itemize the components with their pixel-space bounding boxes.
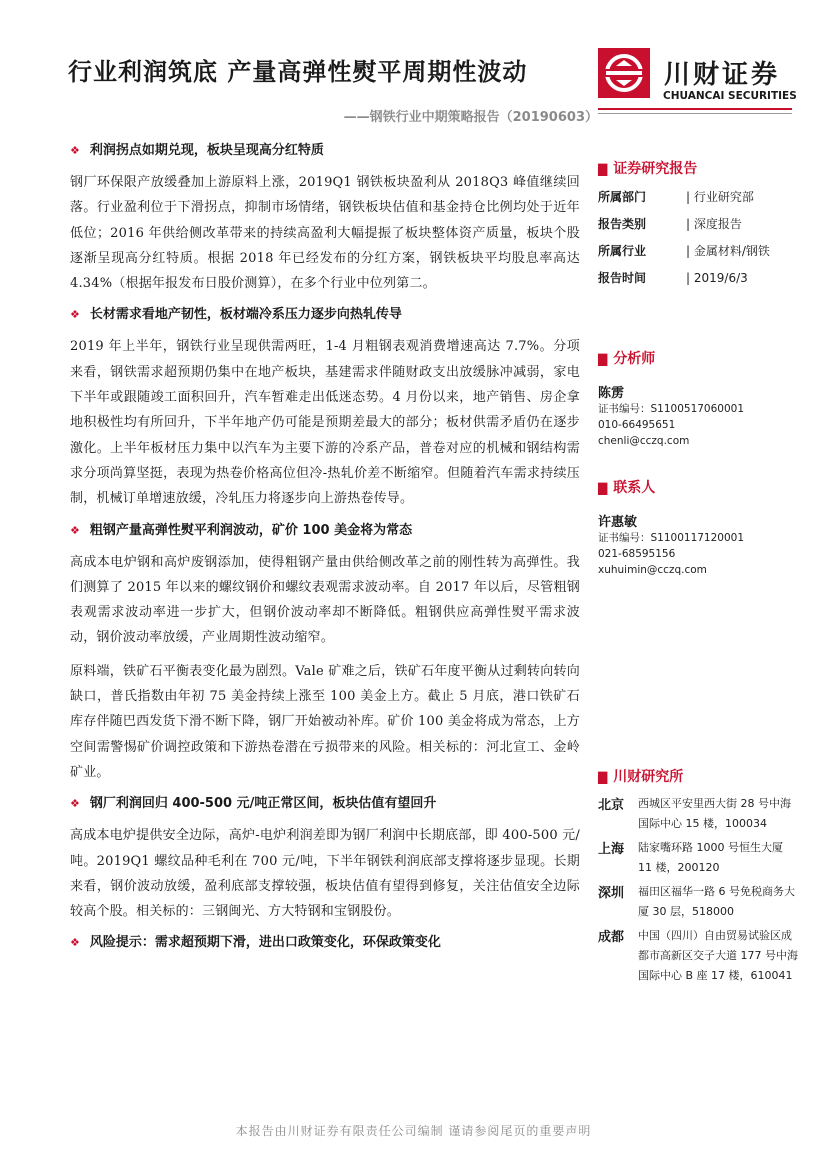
page-footer: 本报告由川财证券有限责任公司编制 谨请参阅尾页的重要声明 [235, 1124, 592, 1138]
diamond-bullet-icon: ❖ [70, 523, 80, 537]
sidebar-heading-contact: ▇ 联系人 [598, 480, 656, 496]
sidebar-heading-report: ▇ 证券研究报告 [598, 161, 698, 177]
address-list [598, 794, 798, 986]
analyst-email[interactable]: chenli@cczq.com [598, 435, 690, 447]
square-bullet-icon: ▇ [598, 481, 608, 495]
section [70, 520, 580, 786]
diamond-bullet-icon: ❖ [70, 308, 80, 322]
paragraph: 2019 年上半年，钢铁行业呈现供需两旺，1-4 月粗钢表观消费增速高达 7.7%。分项来看，钢铁需求超预期仍集中在地产板块，基建需求伴随财政支出放缓脉冲减弱，家电下半年或跟随竣工面积回升，汽车暂难走出低迷态势。4 月份以来，地产销售、房企拿地积极性均有所回升，下半年地产仍可能是预期差最大的部分；板材供需矛盾仍在逐步激化。上半年板材压力集中以汽车为主要下游的冷系产品，普卷对应的机械和钢结构需求分项尚算坚挺，表现为热卷价格高位但冷-热轧价差不断缩窄。但随着汽车需求持续压制，机械订单增速放缓，冷轧压力将逐步向上游热卷传导。 [70, 339, 580, 507]
header-rule-thin [598, 113, 792, 114]
report-info [598, 188, 798, 296]
contact-cert: 证书编号：S1100117120001 [598, 532, 745, 544]
address-item: 深圳 福田区福华一路 6 号免税商务大厦 30 层，518000 [598, 885, 795, 918]
section-heading: ❖ 钢厂利润回归 400-500 元/吨正常区间，板块估值有望回升 [70, 796, 437, 812]
sidebar-heading-analyst: ▇ 分析师 [598, 351, 656, 367]
chuancai-logo-icon [598, 48, 650, 98]
report-title: 行业利润筑底 产量高弹性熨平周期性波动 [68, 58, 528, 86]
paragraph: 高成本电炉提供安全边际，高炉-电炉利润差即为钢厂利润中长期底部，即 400-500 元/吨。2019Q1 螺纹品种毛利在 700 元/吨，下半年钢铁利润底部支撑将逐步显现。长期来看，钢价波动放缓，盈利底部支撑较强，板块估值有望得到修复，关注估值安全边际较高个股。相关标的：三钢闽光、方大特钢和宝钢股份。 [70, 828, 580, 920]
header-rule [598, 108, 792, 110]
analyst-name: 陈雳 [598, 386, 625, 401]
section-heading: ❖ 粗钢产量高弹性熨平利润波动，矿价 100 美金将为常态 [70, 522, 413, 538]
square-bullet-icon: ▇ [598, 770, 608, 784]
section-heading: ❖ 长材需求看地产韧性，板材端冷系压力逐步向热轧传导 [70, 307, 402, 323]
square-bullet-icon: ▇ [598, 352, 608, 366]
diamond-bullet-icon: ❖ [70, 797, 80, 811]
diamond-bullet-icon: ❖ [70, 936, 80, 950]
section [70, 793, 580, 924]
address-item: 上海 陆家嘴环路 1000 号恒生大厦 11 楼，200120 [598, 841, 783, 874]
section-heading: ❖ 利润拐点如期兑现，板块呈现高分红特质 [70, 143, 324, 158]
address-item: 北京 西城区平安里西大街 28 号中海国际中心 15 楼，100034 [598, 797, 791, 830]
paragraph: 原料端，铁矿石平衡表变化最为剧烈。Vale 矿难之后，铁矿石年度平衡从过剩转向转向缺口，普氏指数由年初 75 美金持续上涨至 100 美金上方。截止 5 月底，港口铁矿石库存伴随巴西发货下滑不断下降，钢厂开始被动补库。矿价 100 美金将成为常态，上方空间需警惕矿价调控政策和下游热卷潜在亏损带来的风险。相关标的：河北宣工、金岭矿业。 [70, 663, 580, 780]
contact-email[interactable]: xuhuimin@cczq.com [598, 564, 707, 576]
risk-heading: ❖ 风险提示：需求超预期下滑，进出口政策变化，环保政策变化 [70, 935, 441, 951]
paragraph: 钢厂环保限产放缓叠加上游原料上涨，2019Q1 钢铁板块盈利从 2018Q3 峰值继续回落。行业盈利位于下滑拐点，抑制市场情绪，钢铁板块估值和基金持仓比例均处于近年低位；2016 年供给侧改革带来的持续高盈利大幅提振了板块整体资产质量，板块个股逐渐呈现高分红特质。根据 2018 年已经发布的分红方案，钢铁板块平均股息率高达 4.34%（根据年报发布日股价测算），在多个行业中位列第二。 [70, 175, 580, 292]
section [70, 140, 580, 296]
section [70, 304, 580, 511]
report-subtitle: ——钢铁行业中期策略报告（20190603） [343, 110, 598, 125]
contact-card [598, 511, 798, 578]
square-bullet-icon: ▇ [598, 162, 608, 176]
brand-name: 川财证券 [664, 60, 781, 90]
sidebar [598, 158, 798, 990]
brand-name-en: CHUANCAI SECURITIES [663, 90, 797, 102]
contact-name: 许惠敏 [598, 515, 638, 530]
info-row: 报告时间 | 2019/6/3 [598, 271, 748, 285]
sidebar-heading-institute: ▇ 川财研究所 [598, 769, 684, 785]
info-row: 所属部门 | 行业研究部 [598, 190, 754, 204]
analyst-cert: 证书编号：S1100517060001 [598, 403, 745, 415]
contact-phone: 021-68595156 [598, 548, 676, 560]
address-item: 成都 中国（四川）自由贸易试验区成都市高新区交子大道 177 号中海国际中心 B 座 17 楼，610041 [598, 929, 798, 982]
paragraph: 高成本电炉钢和高炉废钢添加，使得粗钢产量由供给侧改革之前的刚性转为高弹性。我们测算了 2015 年以来的螺纹钢价和螺纹表观需求波动率。自 2017 年以后，尽管粗钢表观需求波动率进一步扩大，但钢价波动率却不断降低。粗钢供应高弹性熨平需求波动，钢价波动率放缓，产业周期性波动缩窄。 [70, 554, 580, 646]
section [70, 932, 580, 954]
analyst-card [598, 382, 798, 449]
info-row: 报告类别 | 深度报告 [598, 217, 742, 231]
analyst-phone: 010-66495651 [598, 419, 676, 431]
info-row: 所属行业 | 金属材料/钢铁 [598, 244, 770, 258]
diamond-bullet-icon: ❖ [70, 144, 80, 157]
main-content [70, 140, 580, 962]
